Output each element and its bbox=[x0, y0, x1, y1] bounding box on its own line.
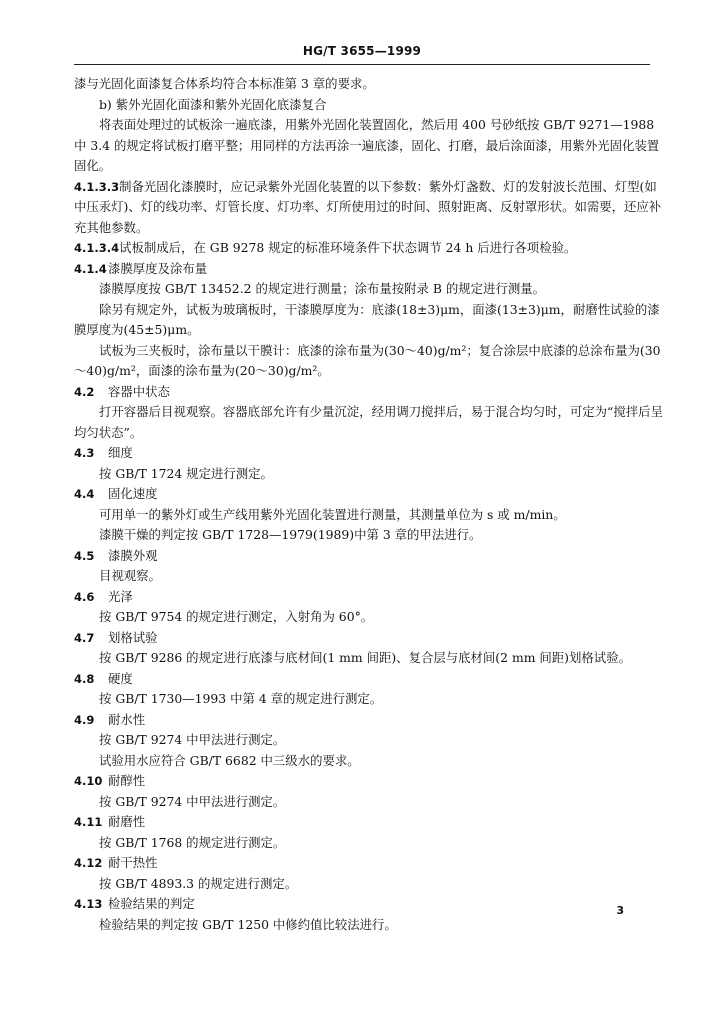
section-number: 4.8 bbox=[74, 671, 95, 686]
section-number: 4.1.4 bbox=[74, 261, 107, 276]
heading-text: 硬度 bbox=[108, 670, 133, 686]
section-heading bbox=[74, 771, 668, 792]
paragraph-text: 可用单一的紫外灯或生产线用紫外光固化装置进行测量，其测量单位为 s 或 m/min。 bbox=[99, 506, 566, 522]
paragraph-text: 按 GB/T 9274 中甲法进行测定。 bbox=[99, 793, 286, 809]
page-number: 3 bbox=[616, 904, 624, 917]
section-number: 4.2 bbox=[74, 384, 95, 399]
paragraph-text: 试板为三夹板时，涂布量以干膜计：底漆的涂布量为(30～40)g/m²；复合涂层中底漆的总涂布量为(30～40)g/m²，面漆的涂布量为(20～30)g/m²。 bbox=[74, 342, 661, 378]
section-number: 4.1.3.4 bbox=[74, 241, 120, 255]
section-heading bbox=[74, 484, 668, 505]
section-number: 4.3 bbox=[74, 446, 95, 460]
section-number: 4.6 bbox=[74, 589, 95, 604]
paragraph bbox=[74, 115, 668, 177]
paragraph-text: b) 紫外光固化面漆和紫外光固化底漆复合 bbox=[99, 96, 327, 112]
section-heading bbox=[74, 443, 668, 464]
section-heading bbox=[74, 587, 668, 608]
paragraph-text: 目视观察。 bbox=[99, 568, 161, 583]
heading-text: 耐干热性 bbox=[108, 855, 158, 870]
section-number: 4.9 bbox=[74, 712, 95, 727]
paragraph bbox=[74, 833, 668, 854]
paragraph bbox=[74, 689, 668, 710]
section-number: 4.1.3.3 bbox=[74, 179, 120, 194]
paragraph-text: 按 GB/T 9286 的规定进行底漆与底材间(1 mm 间距)、复合层与底材间(2 mm 间距)划格试验。 bbox=[99, 650, 631, 665]
paragraph bbox=[74, 648, 668, 669]
paragraph bbox=[74, 505, 668, 526]
paragraph-text: 按 GB/T 1768 的规定进行测定。 bbox=[99, 834, 286, 850]
section-number: 4.12 bbox=[74, 856, 103, 870]
page-header: HG/T 3655—1999 bbox=[302, 44, 422, 58]
section-heading bbox=[74, 710, 668, 731]
paragraph bbox=[74, 74, 668, 95]
paragraph-text: 按 GB/T 4893.3 的规定进行测定。 bbox=[99, 875, 298, 891]
section-heading bbox=[74, 812, 668, 833]
section-number: 4.7 bbox=[74, 630, 95, 645]
heading-text: 耐水性 bbox=[108, 711, 146, 727]
paragraph-text: 漆与光固化面漆复合体系均符合本标准第 3 章的要求。 bbox=[74, 76, 375, 91]
section-number: 4.4 bbox=[74, 487, 95, 501]
paragraph bbox=[74, 607, 668, 628]
section-heading bbox=[74, 894, 668, 915]
heading-text: 检验结果的判定 bbox=[108, 896, 195, 911]
paragraph-text: 将表面处理过的试板涂一遍底漆，用紫外光固化装置固化，然后用 400 号砂纸按 GB/T 9271—1988 中 3.4 的规定将试板打磨平整；用同样的方法再涂一遍底漆，固化、打磨，最后涂面漆，用紫外光固化装置固化。 bbox=[74, 117, 660, 173]
paragraph bbox=[74, 792, 668, 813]
paragraph-text: 检验结果的判定按 GB/T 1250 中修约值比较法进行。 bbox=[99, 916, 397, 932]
paragraph bbox=[74, 238, 668, 259]
section-heading bbox=[74, 259, 668, 280]
paragraph bbox=[74, 751, 668, 772]
paragraph-text: 按 GB/T 1724 规定进行测定。 bbox=[99, 465, 273, 481]
document-body bbox=[74, 74, 668, 935]
paragraph bbox=[74, 464, 668, 485]
paragraph bbox=[74, 874, 668, 895]
paragraph bbox=[74, 279, 668, 300]
paragraph-text: 按 GB/T 9274 中甲法进行测定。 bbox=[99, 732, 286, 747]
heading-text: 漆膜外观 bbox=[108, 547, 158, 563]
paragraph bbox=[74, 95, 668, 116]
section-heading bbox=[74, 546, 668, 567]
section-heading bbox=[74, 382, 668, 403]
heading-text: 容器中状态 bbox=[108, 383, 170, 399]
paragraph-text: 漆膜干燥的判定按 GB/T 1728—1979(1989)中第 3 章的甲法进行。 bbox=[99, 527, 482, 542]
paragraph-text: 试板制成后，在 GB 9278 规定的标准环境条件下状态调节 24 h 后进行各项检验。 bbox=[119, 240, 577, 255]
paragraph bbox=[74, 525, 668, 546]
heading-text: 漆膜厚度及涂布量 bbox=[108, 260, 208, 276]
section-number: 4.13 bbox=[74, 897, 103, 911]
section-number: 4.10 bbox=[74, 774, 103, 788]
section-number: 4.11 bbox=[74, 815, 103, 829]
paragraph bbox=[74, 402, 668, 443]
section-heading bbox=[74, 853, 668, 874]
paragraph-text: 漆膜厚度按 GB/T 13452.2 的规定进行测量；涂布量按附录 B 的规定进行测量。 bbox=[99, 281, 546, 296]
heading-text: 耐醇性 bbox=[108, 773, 146, 788]
paragraph bbox=[74, 177, 668, 239]
paragraph bbox=[74, 300, 668, 341]
paragraph-text: 制备光固化漆膜时，应记录紫外光固化装置的以下参数：紫外灯盏数、灯的发射波长范围、灯型(如中压汞灯)、灯的线功率、灯管长度、灯功率、灯所使用过的时间、照射距离、反射罩形状。如需要，还应补充其他参数。 bbox=[74, 178, 662, 235]
heading-text: 耐磨性 bbox=[108, 814, 146, 829]
paragraph bbox=[74, 566, 668, 587]
header-rule bbox=[74, 64, 650, 65]
heading-text: 划格试验 bbox=[108, 629, 158, 645]
section-heading bbox=[74, 628, 668, 649]
section-heading bbox=[74, 669, 668, 690]
heading-text: 细度 bbox=[108, 445, 133, 460]
heading-text: 固化速度 bbox=[108, 486, 158, 501]
section-number: 4.5 bbox=[74, 548, 95, 563]
paragraph bbox=[74, 915, 668, 936]
paragraph-text: 试验用水应符合 GB/T 6682 中三级水的要求。 bbox=[99, 752, 360, 768]
paragraph bbox=[74, 341, 668, 382]
paragraph-text: 按 GB/T 9754 的规定进行测定，入射角为 60°。 bbox=[99, 609, 374, 624]
paragraph bbox=[74, 730, 668, 751]
paragraph-text: 除另有规定外，试板为玻璃板时，干漆膜厚度为：底漆(18±3)μm，面漆(13±3)μm，耐磨性试验的漆膜厚度为(45±5)μm。 bbox=[74, 301, 660, 337]
paragraph-text: 按 GB/T 1730—1993 中第 4 章的规定进行测定。 bbox=[99, 691, 383, 706]
heading-text: 光泽 bbox=[108, 588, 133, 604]
paragraph-text: 打开容器后目视观察。容器底部允许有少量沉淀，经用调刀搅拌后，易于混合均匀时，可定为“搅拌后呈均匀状态”。 bbox=[74, 404, 663, 440]
